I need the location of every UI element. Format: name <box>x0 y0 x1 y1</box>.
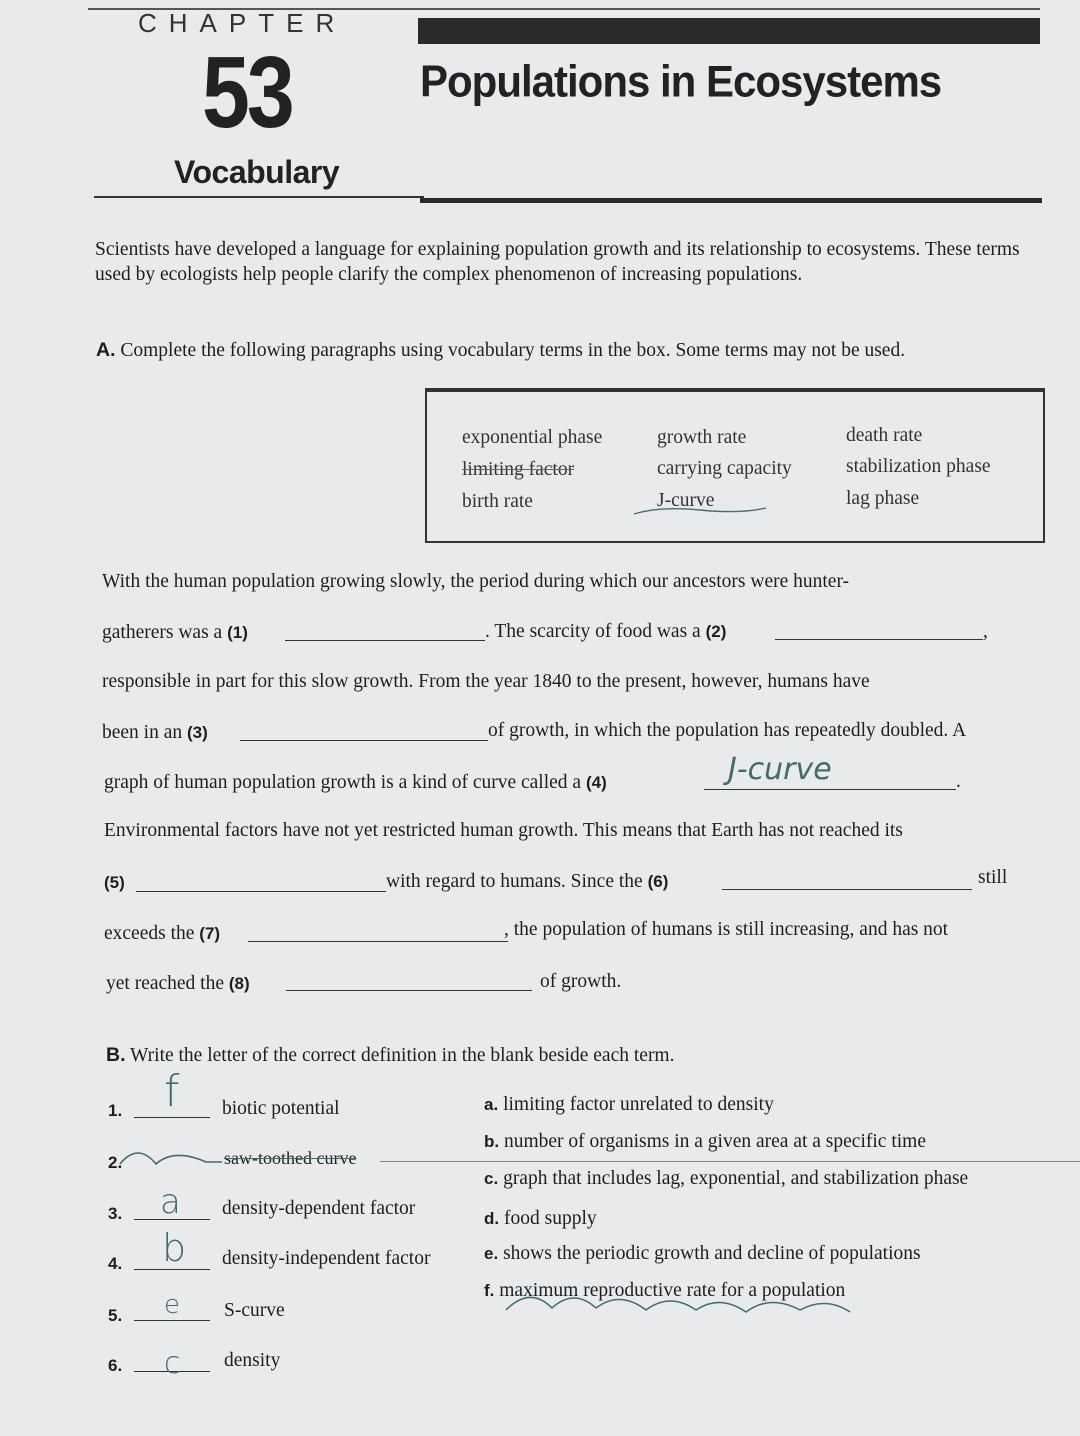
term-label: biotic potential <box>222 1098 340 1119</box>
definition-letter: a. <box>484 1095 499 1114</box>
handwritten-letter: f <box>164 1066 180 1117</box>
handwritten-letter: b <box>162 1226 187 1270</box>
term-answer-blank[interactable] <box>134 1320 210 1321</box>
header-rule-thick <box>420 198 1042 203</box>
term-label: density-dependent factor <box>222 1198 416 1219</box>
definition-text: number of organisms in a given area at a specific time <box>503 1131 926 1152</box>
paragraph-line <box>102 722 208 744</box>
paragraph-line <box>104 772 607 794</box>
answer-blank-6[interactable] <box>722 889 972 890</box>
chapter-title: Populations in Ecosystems <box>420 56 942 106</box>
term-number: 1. <box>108 1101 123 1120</box>
paper-fold-line <box>380 1161 1080 1162</box>
handwritten-scribble <box>500 1280 860 1324</box>
term-number: 5. <box>108 1306 123 1325</box>
paragraph-text: been in an <box>102 722 183 743</box>
vocab-term: carrying capacity <box>657 458 792 479</box>
answer-blank-8[interactable] <box>286 990 532 991</box>
term-label: density-independent factor <box>222 1248 431 1269</box>
blank-number: (3) <box>187 723 208 742</box>
handwritten-letter: a <box>160 1182 181 1222</box>
paragraph-line <box>485 621 726 643</box>
part-b-instruction <box>106 1044 674 1067</box>
handwritten-letter: e <box>164 1290 180 1320</box>
vocab-term: J-curve <box>657 490 715 511</box>
paragraph-text: exceeds the <box>104 923 195 944</box>
paragraph-text: graph of human population growth is a kind of curve called a <box>104 772 582 793</box>
pencil-circle-mark <box>630 498 770 520</box>
paragraph-line: With the human population growing slowly, the period during which our ancestors were hunter- <box>102 571 850 592</box>
blank-number: (4) <box>585 773 607 792</box>
handwritten-answer-4: J-curve <box>728 752 832 787</box>
handwritten-letter: c <box>164 1346 181 1381</box>
term-number: 3. <box>108 1204 123 1223</box>
answer-blank-2[interactable] <box>775 639 983 640</box>
term-answer-blank[interactable] <box>134 1117 210 1118</box>
part-b-label: B. <box>106 1044 126 1066</box>
part-a-instruction <box>96 339 1046 362</box>
vocab-term: exponential phase <box>462 427 603 448</box>
definition-item <box>484 1208 597 1230</box>
chapter-number: 53 <box>202 36 292 150</box>
blank-number: (2) <box>705 622 727 641</box>
blank-number: (6) <box>647 872 669 891</box>
blank-number: (1) <box>227 623 248 642</box>
paragraph-line: Environmental factors have not yet restricted human growth. This means that Earth has not reached its <box>104 820 903 841</box>
definition-item <box>484 1131 926 1153</box>
header-rule <box>94 196 424 198</box>
definition-item <box>484 1094 774 1116</box>
term-label: S-curve <box>224 1300 285 1321</box>
intro-paragraph: Scientists have developed a language for explaining population growth and its relationship to ecosystems. These terms used by ecologists help people clarify the complex phenomenon of increasing populations. <box>95 239 1020 285</box>
paragraph-line <box>106 973 250 995</box>
chapter-label: CHAPTER <box>138 8 347 38</box>
vocab-term: lag phase <box>846 488 920 509</box>
blank-number: (7) <box>199 924 221 943</box>
vocab-term: stabilization phase <box>846 456 991 477</box>
definition-letter: c. <box>484 1169 499 1188</box>
paragraph-text: with regard to humans. Since the <box>386 871 643 892</box>
definition-letter: f. <box>484 1281 495 1300</box>
paragraph-text: gatherers was a <box>102 622 223 643</box>
definition-text: food supply <box>503 1208 597 1229</box>
term-number: 2. <box>108 1153 123 1172</box>
paragraph-text: , the population of humans is still increasing, and has not <box>504 919 949 940</box>
vocab-term: death rate <box>846 425 923 446</box>
paragraph-text: . <box>956 771 961 792</box>
handwritten-scribble <box>116 1138 226 1172</box>
definition-letter: b. <box>484 1132 500 1151</box>
paragraph-text: . The scarcity of food was a <box>485 621 701 642</box>
paragraph-text: yet reached the <box>106 973 225 994</box>
definition-item <box>484 1168 968 1190</box>
definition-text: limiting factor unrelated to density <box>503 1094 774 1115</box>
section-title: Vocabulary <box>174 154 340 190</box>
part-a-instruction-text: Complete the following paragraphs using vocabulary terms in the box. Some terms may not be used. <box>120 340 906 361</box>
answer-blank-1[interactable] <box>285 640 485 641</box>
paragraph-line <box>104 923 220 945</box>
paragraph-line <box>386 871 668 893</box>
part-b-instruction-text: Write the letter of the correct definition in the blank beside each term. <box>130 1045 675 1066</box>
term-number: 6. <box>108 1356 123 1375</box>
blank-number: (5) <box>104 873 125 892</box>
answer-blank-5[interactable] <box>136 891 386 892</box>
paragraph-line <box>102 622 248 644</box>
vocab-term: birth rate <box>462 491 533 512</box>
answer-blank-4[interactable] <box>704 789 956 790</box>
definition-text: graph that includes lag, exponential, and stabilization phase <box>503 1168 969 1189</box>
term-label: density <box>224 1350 281 1371</box>
answer-blank-7[interactable] <box>248 941 508 942</box>
paragraph-text: still <box>978 867 1008 888</box>
definition-letter: e. <box>484 1244 499 1263</box>
paragraph-text: of growth. <box>540 971 622 992</box>
paragraph-text: , <box>983 621 988 642</box>
definition-item <box>484 1243 921 1265</box>
definition-text: maximum reproductive rate for a population <box>499 1280 846 1301</box>
term-number: 4. <box>108 1254 123 1273</box>
answer-blank-3[interactable] <box>240 740 488 741</box>
paragraph-text: of growth, in which the population has repeatedly doubled. A <box>488 720 967 741</box>
vocab-term: limiting factor <box>462 459 575 480</box>
chapter-bar <box>418 18 1040 44</box>
definition-letter: d. <box>484 1209 500 1228</box>
term-label: saw-toothed curve <box>224 1148 357 1168</box>
paragraph-line: responsible in part for this slow growth. From the year 1840 to the present, however, humans have <box>102 671 870 692</box>
definition-text: shows the periodic growth and decline of populations <box>503 1243 921 1264</box>
vocab-term: growth rate <box>657 427 747 448</box>
blank-number: (8) <box>228 974 250 993</box>
part-a-label: A. <box>96 339 116 361</box>
paragraph-line <box>104 872 125 894</box>
